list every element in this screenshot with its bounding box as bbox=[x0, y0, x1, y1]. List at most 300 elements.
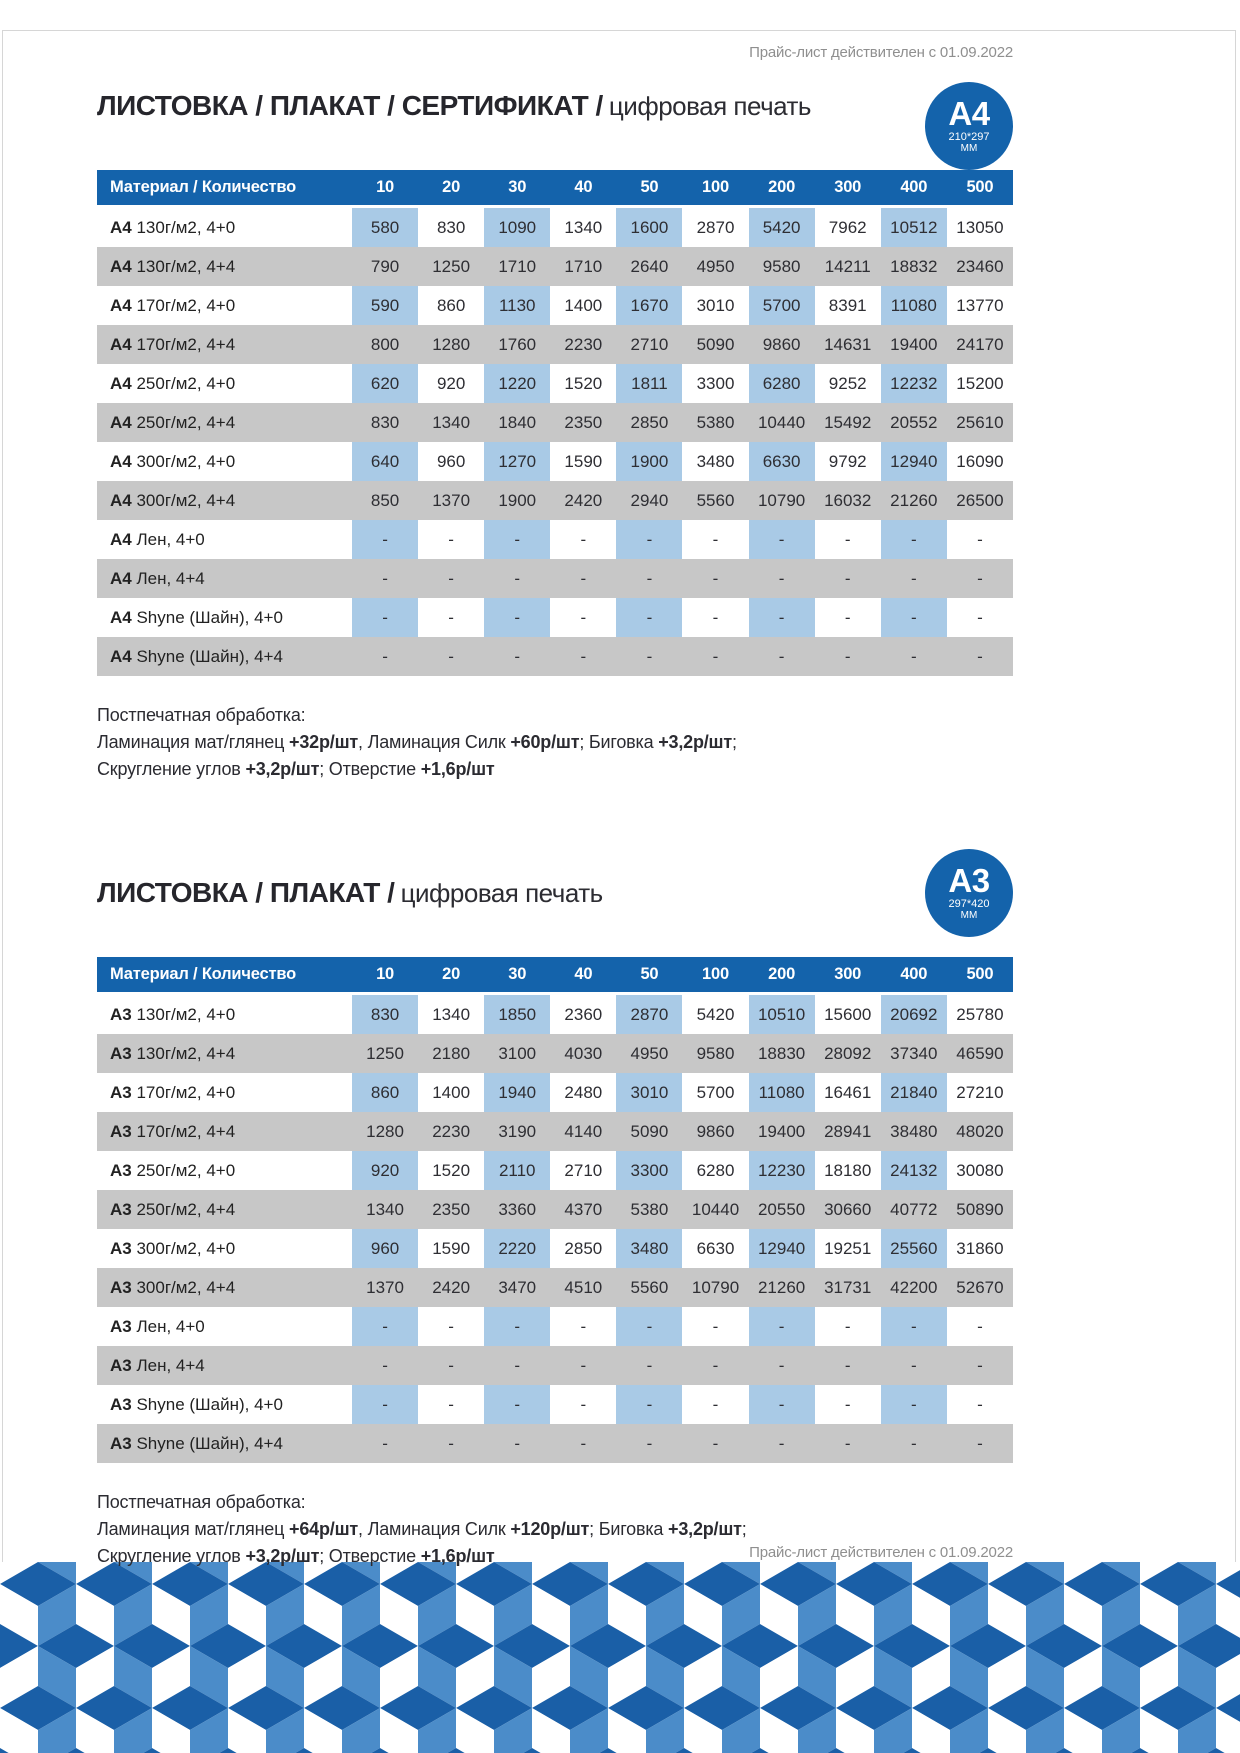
quantity-header-cell: 100 bbox=[682, 957, 748, 994]
price-cell: 12232 bbox=[881, 364, 947, 403]
price-cell: 2850 bbox=[550, 1229, 616, 1268]
table-header-row bbox=[97, 170, 1013, 207]
price-cell: - bbox=[815, 1346, 881, 1385]
format-badge-dimensions: 210*297 bbox=[948, 131, 990, 143]
price-cell: 6280 bbox=[682, 1151, 748, 1190]
material-spec: 300г/м2, 4+0 bbox=[131, 1238, 236, 1258]
price-cell: - bbox=[616, 1385, 682, 1424]
cube-pattern-decoration bbox=[0, 1562, 1240, 1753]
material-format: А4 bbox=[110, 646, 132, 666]
material-format: А4 bbox=[110, 490, 132, 510]
price-cell: - bbox=[550, 520, 616, 559]
price-cell: 4140 bbox=[550, 1112, 616, 1151]
price-cell: 1340 bbox=[418, 994, 484, 1035]
quantity-header-cell: 200 bbox=[749, 957, 815, 994]
table-row bbox=[97, 598, 1013, 637]
material-cell bbox=[97, 286, 352, 325]
postprint-price: +1,6р/шт bbox=[420, 1546, 495, 1566]
material-spec: 130г/м2, 4+4 bbox=[131, 256, 236, 276]
price-cell: 1710 bbox=[484, 247, 550, 286]
price-cell: 800 bbox=[352, 325, 418, 364]
price-cell: 10790 bbox=[749, 481, 815, 520]
price-cell: - bbox=[484, 637, 550, 676]
price-cell: 1520 bbox=[418, 1151, 484, 1190]
price-cell: 1710 bbox=[550, 247, 616, 286]
price-cell: - bbox=[881, 520, 947, 559]
postprint-price: +60р/шт bbox=[510, 732, 580, 752]
postprint-price: +3,2р/шт bbox=[245, 759, 320, 779]
price-cell: 14631 bbox=[815, 325, 881, 364]
price-cell: 30080 bbox=[947, 1151, 1013, 1190]
price-cell: - bbox=[947, 1346, 1013, 1385]
format-badge bbox=[925, 849, 1013, 937]
table-row bbox=[97, 1385, 1013, 1424]
material-spec: 170г/м2, 4+0 bbox=[131, 295, 236, 315]
table-row bbox=[97, 364, 1013, 403]
price-cell: 3190 bbox=[484, 1112, 550, 1151]
price-cell: 1270 bbox=[484, 442, 550, 481]
postprint-title: Постпечатная обработка: bbox=[97, 705, 306, 725]
price-cell: - bbox=[484, 559, 550, 598]
price-cell: 48020 bbox=[947, 1112, 1013, 1151]
price-cell: 19251 bbox=[815, 1229, 881, 1268]
price-cell: 620 bbox=[352, 364, 418, 403]
price-cell: 3470 bbox=[484, 1268, 550, 1307]
price-cell: - bbox=[616, 1346, 682, 1385]
material-cell bbox=[97, 207, 352, 248]
material-format: А4 bbox=[110, 451, 132, 471]
price-cell: - bbox=[418, 559, 484, 598]
material-format: А4 bbox=[110, 412, 132, 432]
price-cell: - bbox=[881, 1424, 947, 1463]
price-cell: 830 bbox=[352, 403, 418, 442]
price-cell: 5700 bbox=[749, 286, 815, 325]
price-cell: - bbox=[550, 598, 616, 637]
price-cell: 1520 bbox=[550, 364, 616, 403]
material-cell bbox=[97, 1112, 352, 1151]
table-row bbox=[97, 403, 1013, 442]
material-cell bbox=[97, 1424, 352, 1463]
price-cell: 50890 bbox=[947, 1190, 1013, 1229]
material-spec: Лен, 4+4 bbox=[131, 568, 205, 588]
price-cell: 20552 bbox=[881, 403, 947, 442]
material-format: А3 bbox=[110, 1238, 132, 1258]
postprint-title: Постпечатная обработка: bbox=[97, 1492, 306, 1512]
quantity-header-cell: 400 bbox=[881, 170, 947, 207]
price-cell: - bbox=[616, 559, 682, 598]
table-row bbox=[97, 1073, 1013, 1112]
price-cell: - bbox=[616, 1424, 682, 1463]
price-cell: - bbox=[881, 637, 947, 676]
section-title-light: цифровая печать bbox=[400, 878, 603, 908]
price-cell: - bbox=[550, 559, 616, 598]
price-cell: 1400 bbox=[550, 286, 616, 325]
price-cell: 1370 bbox=[352, 1268, 418, 1307]
price-cell: - bbox=[484, 520, 550, 559]
material-spec: 130г/м2, 4+4 bbox=[131, 1043, 236, 1063]
postprint-line bbox=[97, 1516, 1013, 1543]
section-title bbox=[97, 875, 1013, 913]
price-cell: 15200 bbox=[947, 364, 1013, 403]
price-cell: 1900 bbox=[484, 481, 550, 520]
price-cell: 8391 bbox=[815, 286, 881, 325]
price-cell: - bbox=[418, 520, 484, 559]
price-cell: - bbox=[682, 637, 748, 676]
price-cell: 12940 bbox=[749, 1229, 815, 1268]
price-cell: 6630 bbox=[682, 1229, 748, 1268]
material-cell bbox=[97, 1346, 352, 1385]
material-format: А4 bbox=[110, 529, 132, 549]
price-cell: - bbox=[881, 1385, 947, 1424]
material-cell bbox=[97, 1268, 352, 1307]
material-format: А4 bbox=[110, 568, 132, 588]
price-table bbox=[97, 957, 1013, 1463]
price-cell: 13770 bbox=[947, 286, 1013, 325]
postprint-text: ; Биговка bbox=[579, 732, 659, 752]
price-cell: 2220 bbox=[484, 1229, 550, 1268]
price-cell: 24132 bbox=[881, 1151, 947, 1190]
postprint-price: +64р/шт bbox=[289, 1519, 358, 1539]
format-badge-label: А3 bbox=[948, 862, 990, 899]
quantity-header-cell: 40 bbox=[550, 170, 616, 207]
price-cell: 46590 bbox=[947, 1034, 1013, 1073]
postprint-text: Скругление углов bbox=[97, 1546, 246, 1566]
price-cell: 21260 bbox=[749, 1268, 815, 1307]
table-row bbox=[97, 1307, 1013, 1346]
material-spec: Лен, 4+0 bbox=[131, 529, 205, 549]
price-cell: - bbox=[947, 520, 1013, 559]
quantity-header-cell: 10 bbox=[352, 957, 418, 994]
price-cell: 1811 bbox=[616, 364, 682, 403]
material-cell bbox=[97, 1073, 352, 1112]
price-cell: 5090 bbox=[682, 325, 748, 364]
price-cell: - bbox=[815, 598, 881, 637]
price-cell: 1940 bbox=[484, 1073, 550, 1112]
material-cell bbox=[97, 598, 352, 637]
price-cell: 1760 bbox=[484, 325, 550, 364]
price-cell: - bbox=[418, 1424, 484, 1463]
postprint-text: Ламинация мат/глянец bbox=[97, 732, 290, 752]
price-cell: - bbox=[352, 637, 418, 676]
price-cell: 3300 bbox=[616, 1151, 682, 1190]
price-cell: - bbox=[352, 1385, 418, 1424]
price-cell: 3300 bbox=[682, 364, 748, 403]
format-badge-unit: ММ bbox=[960, 910, 978, 921]
postprint-text: ; Отверстие bbox=[319, 759, 421, 779]
format-badge bbox=[925, 82, 1013, 170]
material-format: А3 bbox=[110, 1394, 132, 1414]
price-cell: 10510 bbox=[749, 994, 815, 1035]
price-cell: 42200 bbox=[881, 1268, 947, 1307]
price-cell: 5560 bbox=[616, 1268, 682, 1307]
price-cell: 12940 bbox=[881, 442, 947, 481]
price-cell: 920 bbox=[352, 1151, 418, 1190]
price-cell: 15600 bbox=[815, 994, 881, 1035]
material-cell bbox=[97, 1034, 352, 1073]
price-section bbox=[97, 0, 1013, 783]
material-format: А3 bbox=[110, 1043, 132, 1063]
material-format: А3 bbox=[110, 1082, 132, 1102]
price-cell: - bbox=[749, 1385, 815, 1424]
price-cell: - bbox=[484, 1385, 550, 1424]
material-spec: 130г/м2, 4+0 bbox=[131, 1004, 236, 1024]
price-cell: 9580 bbox=[749, 247, 815, 286]
material-format: А4 bbox=[110, 217, 132, 237]
quantity-header-cell: 40 bbox=[550, 957, 616, 994]
price-cell: - bbox=[947, 637, 1013, 676]
material-cell bbox=[97, 1190, 352, 1229]
price-cell: 1400 bbox=[418, 1073, 484, 1112]
price-cell: 38480 bbox=[881, 1112, 947, 1151]
price-section bbox=[97, 783, 1013, 1570]
price-cell: - bbox=[418, 598, 484, 637]
price-cell: 28092 bbox=[815, 1034, 881, 1073]
price-cell: 10440 bbox=[749, 403, 815, 442]
quantity-header-cell: 200 bbox=[749, 170, 815, 207]
price-cell: - bbox=[881, 1307, 947, 1346]
price-cell: 1340 bbox=[418, 403, 484, 442]
price-cell: 25610 bbox=[947, 403, 1013, 442]
price-cell: 1370 bbox=[418, 481, 484, 520]
price-cell: 28941 bbox=[815, 1112, 881, 1151]
price-cell: - bbox=[352, 1424, 418, 1463]
price-cell: 3480 bbox=[616, 1229, 682, 1268]
validity-note-top: Прайс-лист действителен с 01.09.2022 bbox=[749, 44, 1013, 61]
price-cell: - bbox=[749, 637, 815, 676]
price-cell: 27210 bbox=[947, 1073, 1013, 1112]
table-header-row bbox=[97, 957, 1013, 994]
material-spec: 300г/м2, 4+4 bbox=[131, 490, 236, 510]
table-row bbox=[97, 994, 1013, 1035]
material-cell bbox=[97, 1229, 352, 1268]
price-cell: 860 bbox=[352, 1073, 418, 1112]
price-cell: 2360 bbox=[550, 994, 616, 1035]
price-cell: 18832 bbox=[881, 247, 947, 286]
material-format: А3 bbox=[110, 1355, 132, 1375]
price-cell: 4510 bbox=[550, 1268, 616, 1307]
quantity-header-cell: 50 bbox=[616, 170, 682, 207]
price-cell: - bbox=[352, 1346, 418, 1385]
material-cell bbox=[97, 247, 352, 286]
price-cell: - bbox=[815, 559, 881, 598]
price-cell: 5420 bbox=[682, 994, 748, 1035]
material-format: А4 bbox=[110, 256, 132, 276]
price-cell: - bbox=[682, 598, 748, 637]
table-row bbox=[97, 325, 1013, 364]
price-cell: - bbox=[616, 598, 682, 637]
price-cell: 3360 bbox=[484, 1190, 550, 1229]
price-cell: 4030 bbox=[550, 1034, 616, 1073]
price-cell: 2710 bbox=[550, 1151, 616, 1190]
price-cell: - bbox=[749, 1346, 815, 1385]
price-cell: 2940 bbox=[616, 481, 682, 520]
price-cell: - bbox=[881, 1346, 947, 1385]
price-cell: 12230 bbox=[749, 1151, 815, 1190]
postprint-price: +1,6р/шт bbox=[420, 759, 495, 779]
price-cell: - bbox=[418, 1385, 484, 1424]
price-cell: - bbox=[749, 559, 815, 598]
table-row bbox=[97, 1190, 1013, 1229]
price-cell: - bbox=[749, 1424, 815, 1463]
section-title-bold: ЛИСТОВКА / ПЛАКАТ / СЕРТИФИКАТ / bbox=[97, 90, 603, 121]
quantity-header-cell: 30 bbox=[484, 957, 550, 994]
section-title-bold: ЛИСТОВКА / ПЛАКАТ / bbox=[97, 877, 395, 908]
price-cell: - bbox=[682, 1424, 748, 1463]
price-cell: 860 bbox=[418, 286, 484, 325]
material-format: А3 bbox=[110, 1433, 132, 1453]
price-cell: 1280 bbox=[352, 1112, 418, 1151]
price-cell: 5700 bbox=[682, 1073, 748, 1112]
price-cell: - bbox=[881, 598, 947, 637]
quantity-header-cell: 300 bbox=[815, 957, 881, 994]
format-badge-dimensions: 297*420 bbox=[948, 898, 990, 910]
price-cell: 1340 bbox=[550, 207, 616, 248]
material-format: А3 bbox=[110, 1160, 132, 1180]
postprint-price: +3,2р/шт bbox=[668, 1519, 742, 1539]
price-cell: - bbox=[418, 637, 484, 676]
price-cell: 2480 bbox=[550, 1073, 616, 1112]
price-cell: 52670 bbox=[947, 1268, 1013, 1307]
price-cell: - bbox=[550, 637, 616, 676]
material-format: А3 bbox=[110, 1199, 132, 1219]
material-cell bbox=[97, 403, 352, 442]
price-cell: - bbox=[550, 1307, 616, 1346]
quantity-header-cell: 50 bbox=[616, 957, 682, 994]
price-cell: - bbox=[550, 1424, 616, 1463]
price-cell: 850 bbox=[352, 481, 418, 520]
table-row bbox=[97, 207, 1013, 248]
material-cell bbox=[97, 1307, 352, 1346]
price-cell: 18830 bbox=[749, 1034, 815, 1073]
price-cell: 9252 bbox=[815, 364, 881, 403]
price-cell: - bbox=[616, 520, 682, 559]
price-cell: 4950 bbox=[682, 247, 748, 286]
price-cell: 14211 bbox=[815, 247, 881, 286]
material-spec: 300г/м2, 4+0 bbox=[131, 451, 236, 471]
price-cell: 2230 bbox=[418, 1112, 484, 1151]
price-cell: 25780 bbox=[947, 994, 1013, 1035]
material-format: А3 bbox=[110, 1121, 132, 1141]
price-cell: 21260 bbox=[881, 481, 947, 520]
quantity-header-cell: 300 bbox=[815, 170, 881, 207]
table-row bbox=[97, 442, 1013, 481]
price-cell: 1250 bbox=[418, 247, 484, 286]
price-cell: 2870 bbox=[682, 207, 748, 248]
postprint-text: ; Биговка bbox=[589, 1519, 669, 1539]
price-cell: - bbox=[682, 1385, 748, 1424]
postprint-text: , Ламинация Силк bbox=[358, 732, 511, 752]
table-row bbox=[97, 1268, 1013, 1307]
price-cell: 10512 bbox=[881, 207, 947, 248]
postprint-price: +3,2р/шт bbox=[658, 732, 732, 752]
price-cell: 960 bbox=[418, 442, 484, 481]
price-cell: 1090 bbox=[484, 207, 550, 248]
price-cell: 5380 bbox=[616, 1190, 682, 1229]
price-cell: - bbox=[352, 520, 418, 559]
price-cell: 9580 bbox=[682, 1034, 748, 1073]
price-cell: 19400 bbox=[749, 1112, 815, 1151]
postprint-info bbox=[97, 702, 1013, 783]
price-cell: 11080 bbox=[881, 286, 947, 325]
price-cell: 5560 bbox=[682, 481, 748, 520]
price-cell: 25560 bbox=[881, 1229, 947, 1268]
material-format: А3 bbox=[110, 1277, 132, 1297]
material-spec: Shyne (Шайн), 4+4 bbox=[131, 646, 283, 666]
price-cell: - bbox=[352, 598, 418, 637]
material-header-cell: Материал / Количество bbox=[97, 957, 352, 994]
price-cell: - bbox=[947, 1307, 1013, 1346]
postprint-text: , Ламинация Силк bbox=[358, 1519, 511, 1539]
price-cell: - bbox=[352, 559, 418, 598]
price-cell: 30660 bbox=[815, 1190, 881, 1229]
material-format: А4 bbox=[110, 295, 132, 315]
quantity-header-cell: 500 bbox=[947, 957, 1013, 994]
price-cell: 1590 bbox=[550, 442, 616, 481]
price-cell: - bbox=[682, 520, 748, 559]
price-cell: - bbox=[484, 1307, 550, 1346]
price-cell: 3100 bbox=[484, 1034, 550, 1073]
quantity-header-cell: 20 bbox=[418, 170, 484, 207]
quantity-header-cell: 20 bbox=[418, 957, 484, 994]
price-cell: 3010 bbox=[616, 1073, 682, 1112]
price-cell: 23460 bbox=[947, 247, 1013, 286]
price-cell: - bbox=[749, 1307, 815, 1346]
price-cell: - bbox=[550, 1385, 616, 1424]
price-cell: 2350 bbox=[550, 403, 616, 442]
price-cell: 9860 bbox=[682, 1112, 748, 1151]
price-cell: 2640 bbox=[616, 247, 682, 286]
price-cell: 20550 bbox=[749, 1190, 815, 1229]
table-row bbox=[97, 1112, 1013, 1151]
material-cell bbox=[97, 559, 352, 598]
price-cell: 20692 bbox=[881, 994, 947, 1035]
price-cell: 1280 bbox=[418, 325, 484, 364]
table-row bbox=[97, 481, 1013, 520]
price-cell: - bbox=[682, 559, 748, 598]
price-cell: 1340 bbox=[352, 1190, 418, 1229]
price-cell: 24170 bbox=[947, 325, 1013, 364]
table-row bbox=[97, 520, 1013, 559]
price-cell: - bbox=[484, 1346, 550, 1385]
price-cell: 2230 bbox=[550, 325, 616, 364]
material-cell bbox=[97, 442, 352, 481]
price-cell: 2180 bbox=[418, 1034, 484, 1073]
price-cell: - bbox=[815, 520, 881, 559]
table-row bbox=[97, 247, 1013, 286]
material-spec: 250г/м2, 4+4 bbox=[131, 1199, 236, 1219]
price-cell: 4370 bbox=[550, 1190, 616, 1229]
price-cell: 6280 bbox=[749, 364, 815, 403]
price-cell: 1850 bbox=[484, 994, 550, 1035]
postprint-text: ; bbox=[731, 732, 737, 752]
price-cell: - bbox=[815, 1307, 881, 1346]
price-cell: 18180 bbox=[815, 1151, 881, 1190]
material-cell bbox=[97, 1151, 352, 1190]
price-cell: 3010 bbox=[682, 286, 748, 325]
price-cell: - bbox=[616, 1307, 682, 1346]
material-spec: 250г/м2, 4+0 bbox=[131, 1160, 236, 1180]
material-cell bbox=[97, 325, 352, 364]
section-title-light: цифровая печать bbox=[608, 91, 811, 121]
sections-container bbox=[97, 0, 1013, 1570]
price-cell: 9792 bbox=[815, 442, 881, 481]
material-cell bbox=[97, 364, 352, 403]
material-cell bbox=[97, 994, 352, 1035]
quantity-header-cell: 400 bbox=[881, 957, 947, 994]
price-cell: 640 bbox=[352, 442, 418, 481]
price-cell: - bbox=[749, 520, 815, 559]
price-cell: 1220 bbox=[484, 364, 550, 403]
